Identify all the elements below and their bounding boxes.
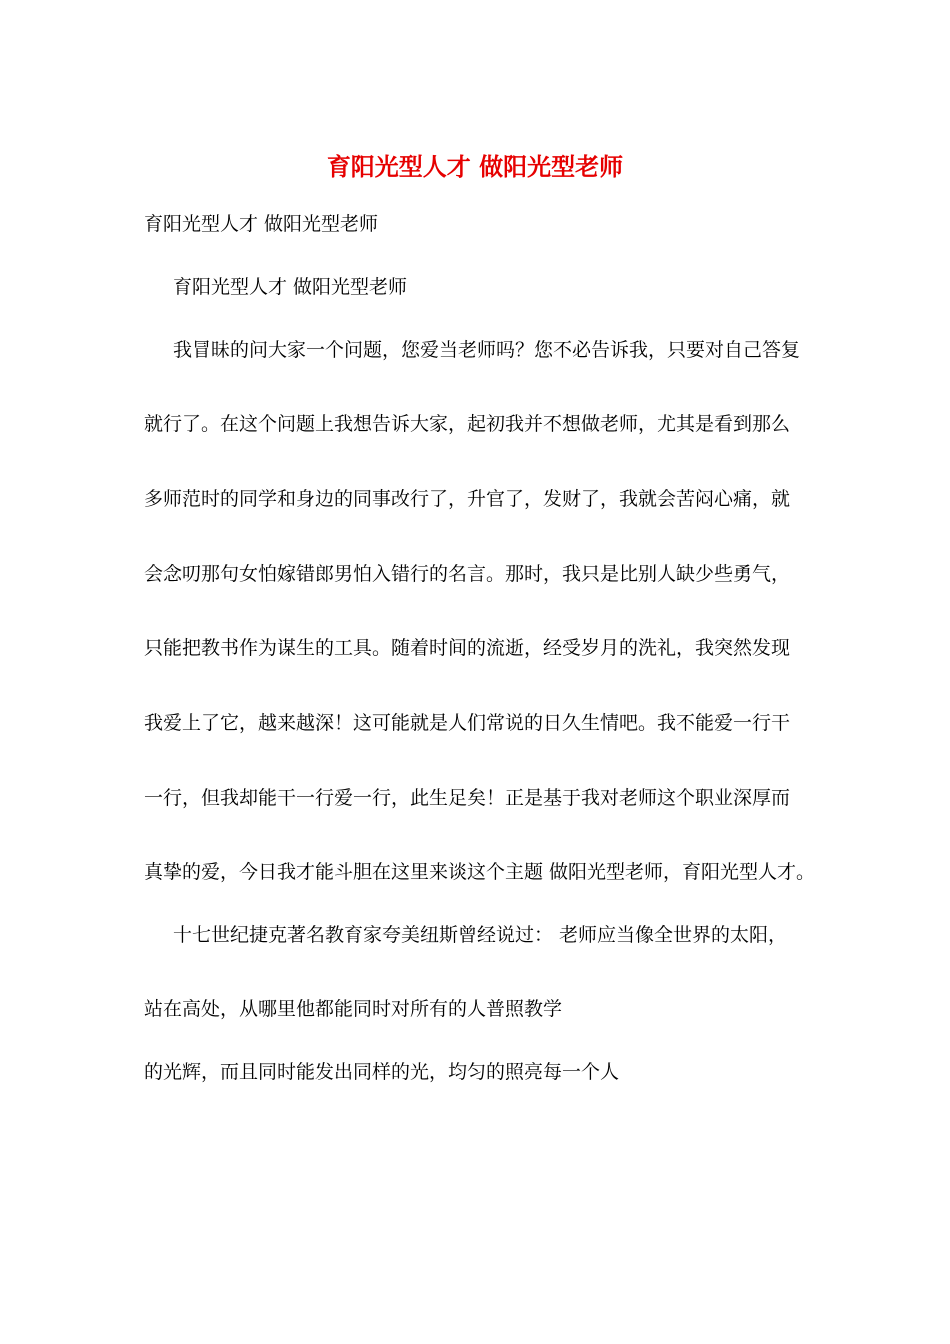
paragraph1-line: 我冒昧的问大家一个问题，您爱当老师吗？您不必告诉我，只要对自己答复 [173,339,801,361]
paragraph1-line: 真挚的爱，今日我才能斗胆在这里来谈这个主题 做阳光型老师，育阳光型人才。 [144,861,816,883]
subtitle: 育阳光型人才 做阳光型老师 [144,213,379,235]
subtitle-indented: 育阳光型人才 做阳光型老师 [173,276,408,298]
document-title: 育阳光型人才 做阳光型老师 [326,153,624,181]
paragraph1-line: 只能把教书作为谋生的工具。随着时间的流逝，经受岁月的洗礼，我突然发现 [144,637,791,659]
paragraph1-line: 我爱上了它，越来越深！这可能就是人们常说的日久生情吧。我不能爱一行干 [144,712,791,734]
paragraph2-line: 十七世纪捷克著名教育家夸美纽斯曾经说过： 老师应当像全世界的太阳， [173,924,788,946]
paragraph2-line: 的光辉，而且同时能发出同样的光，均匀的照亮每一个人 [144,1061,620,1083]
paragraph1-line: 会念叨那句女怕嫁错郎男怕入错行的名言。那时，我只是比别人缺少些勇气， [144,563,791,585]
paragraph1-line: 一行，但我却能干一行爱一行，此生足矣！正是基于我对老师这个职业深厚而 [144,787,791,809]
paragraph1-line: 多师范时的同学和身边的同事改行了，升官了，发财了，我就会苦闷心痛，就 [144,488,791,510]
paragraph1-line: 就行了。在这个问题上我想告诉大家，起初我并不想做老师，尤其是看到那么 [144,413,791,435]
paragraph2-line: 站在高处，从哪里他都能同时对所有的人普照教学 [144,998,563,1020]
